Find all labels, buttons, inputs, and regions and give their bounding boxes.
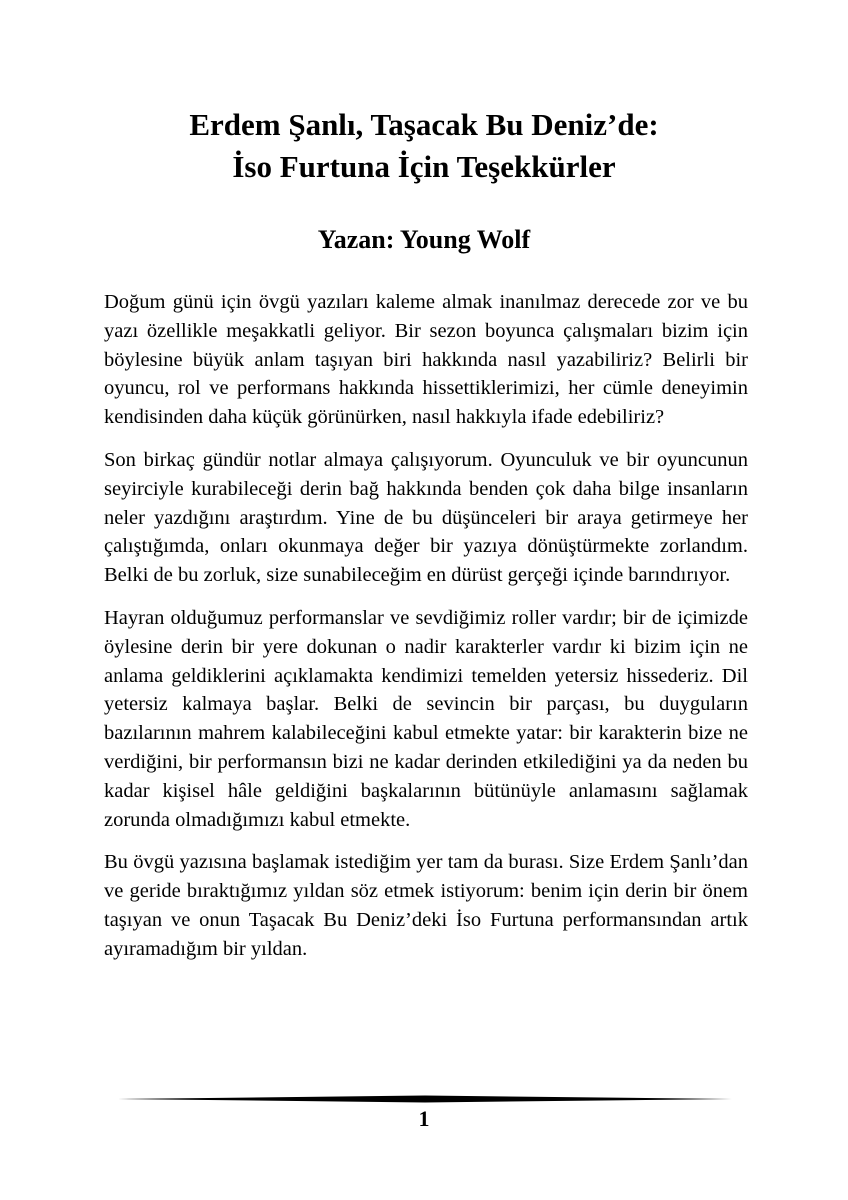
article-body <box>104 288 748 978</box>
document-title <box>0 104 848 188</box>
paragraph-3: Hayran olduğumuz performanslar ve sevdiğimiz roller vardır; bir de içimizde öylesine derin bir yere dokunan o nadir karakterler vardır ki bizim için ne anlama geldiklerini açıklamakta kendimizi temelden yetersiz hissederiz. Dil yetersiz kalmaya başlar. Belki de sevincin bir parçası, bu duyguların bazılarının mahrem kalabileceğini kabul etmekte yatar: bir karakterin bize ne verdiğini, bir performansın bizi ne kadar derinden etkilediğini ya da neden bu kadar kişisel hâle geldiğini başkalarının bütünüyle anlamasını sağlamak zorunda olmadığımızı kabul etmekte. <box>104 606 748 831</box>
paragraph-2: Son birkaç gündür notlar almaya çalışıyorum. Oyunculuk ve bir oyuncunun seyirciyle kurabileceği derin bağ hakkında benden çok daha bilge insanların neler yazdığını araştırdım. Yine de bu düşünceleri bir araya getirmeye her çalıştığımda, onları okunmaya değer bir yazıya dönüştürmekte zorlandım. Belki de bu zorluk, size sunabileceğim en dürüst gerçeği içinde barındırıyor. <box>104 448 748 587</box>
title-line-2: İso Furtuna İçin Teşekkürler <box>232 149 616 184</box>
footer-divider <box>118 1095 732 1103</box>
title-line-1: Erdem Şanlı, Taşacak Bu Deniz’de: <box>189 107 659 142</box>
paragraph-1: Doğum günü için övgü yazıları kaleme almak inanılmaz derecede zor ve bu yazı özellikle meşakkatli geliyor. Bir sezon boyunca çalışmaları bizim için böylesine büyük anlam taşıyan biri hakkında nasıl yazabiliriz? Belirli bir oyuncu, rol ve performans hakkında hissettiklerimizi, her cümle deneyimin kendisinden daha küçük görünürken, nasıl hakkıyla ifade edebiliriz? <box>104 291 748 429</box>
author-byline: Yazan: Young Wolf <box>317 225 531 254</box>
page-number: 1 <box>418 1106 430 1131</box>
paragraph-4: Bu övgü yazısına başlamak istediğim yer tam da burası. Size Erdem Şanlı’dan ve geride bıraktığımız yıldan söz etmek istiyorum: benim için derin bir önem taşıyan ve onun Taşacak Bu Deniz’deki İso Furtuna performansından artık ayıramadığım bir yıldan. <box>104 851 748 960</box>
